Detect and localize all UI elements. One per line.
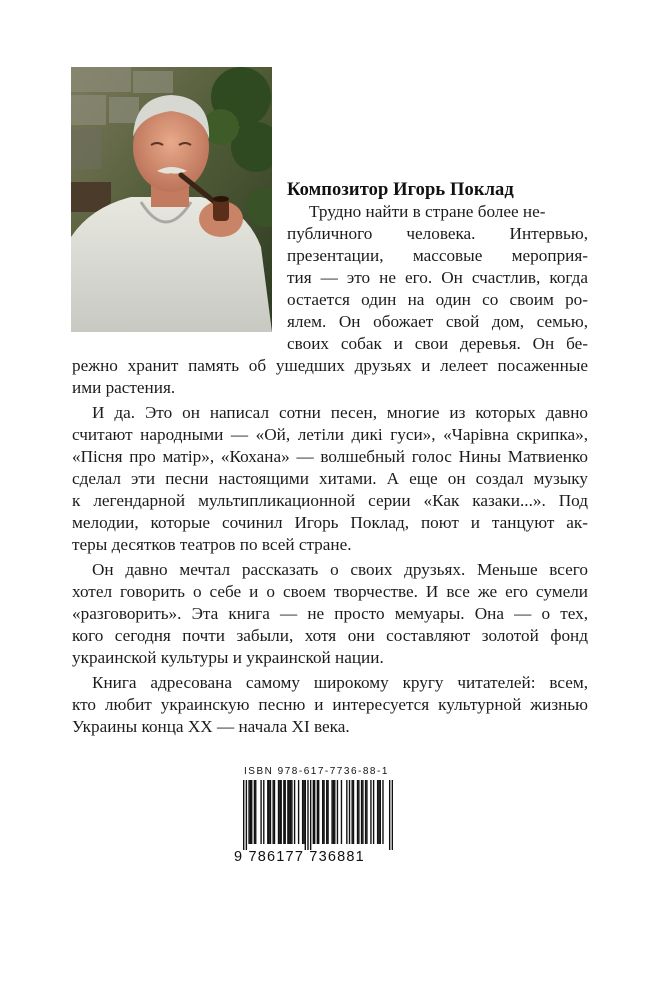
barcode-bar [243, 780, 244, 850]
barcode-bar [334, 780, 335, 844]
text-line: хотел говорить о себе и о своем творчестве. И все же его сумели [72, 582, 588, 601]
text-line: считают народными — «Ой, летіли дикі гуси», «Чарівна скрипка», [72, 425, 588, 444]
barcode-bar [357, 780, 358, 844]
barcode-bar [380, 780, 381, 844]
barcode-bar [351, 780, 352, 844]
barcode-bar [341, 780, 342, 844]
isbn-label: ISBN 978-617-7736-88-1 [244, 765, 389, 777]
barcode-bar [365, 780, 366, 844]
barcode-bar [270, 780, 271, 844]
text-line: «Пісня про матір», «Кохана» — волшебный голос Нины Матвиенко [72, 447, 588, 466]
barcode-bar [373, 780, 374, 844]
barcode-bar [327, 780, 328, 844]
text-line: И да. Это он написал сотни песен, многие из которых давно [92, 403, 588, 422]
barcode-bar [337, 780, 338, 844]
barcode-bar [285, 780, 286, 844]
barcode-bar [326, 780, 327, 844]
barcode-bar [370, 780, 371, 844]
barcode-bar [389, 780, 390, 850]
barcode-bar [263, 780, 264, 844]
barcode-bar [317, 780, 318, 844]
barcode-bar [272, 780, 273, 844]
barcode-bar [353, 780, 354, 844]
text-line: ялем. Он обожает свой дом, семью, [287, 312, 588, 331]
barcode-bar [246, 780, 247, 850]
text-line: «разговорить». Эта книга — не просто мемуары. Она — о тех, [72, 604, 588, 623]
barcode-bar [378, 780, 379, 844]
text-line: украинской культуры и украинской нации. [72, 648, 384, 667]
barcode-bar [278, 780, 279, 844]
barcode-bar [358, 780, 359, 844]
barcode-bar [361, 780, 362, 844]
text-line: тия — это не его. Он счастлив, когда [287, 268, 588, 287]
barcode-bar [248, 780, 249, 844]
barcode-bar [305, 780, 306, 850]
text-line: сделал эти песни настоящими хитами. А еще он создал музыку [72, 469, 588, 488]
barcode-bar [251, 780, 252, 844]
text-line: кто любит украинскую песню и интересуется культурной жизнью [72, 695, 588, 714]
book-title: Композитор Игорь Поклад [287, 180, 514, 200]
author-portrait-photo [71, 67, 272, 332]
barcode-bar [274, 780, 275, 844]
text-line: остается один на один со своим ро- [287, 290, 588, 309]
barcode-bar [362, 780, 363, 844]
barcode-bar [291, 780, 292, 844]
barcode-bar [366, 780, 367, 844]
barcode-bar [268, 780, 269, 844]
barcode-bar [287, 780, 288, 844]
text-line: Он давно мечтал рассказать о своих друзьях. Меньше всего [92, 560, 588, 579]
barcode-bar [279, 780, 280, 844]
barcode-bar [314, 780, 315, 844]
barcode-bar [267, 780, 268, 844]
barcode-bar [331, 780, 332, 844]
text-line: режно хранит память об ушедших друзьях и лелеет посаженные [72, 356, 588, 375]
barcode-bar [392, 780, 393, 850]
text-line: Украины конца XX — начала XI века. [72, 717, 350, 736]
barcode-bar [255, 780, 256, 844]
barcode-bar [307, 780, 308, 850]
barcode-bar [313, 780, 314, 844]
text-line: мелодии, которые сочинил Игорь Поклад, поют и танцуют ак- [72, 513, 588, 532]
barcode-bar [377, 780, 378, 844]
text-line: Трудно найти в стране более не- [309, 202, 546, 221]
barcode-bar [322, 780, 323, 844]
barcode-bar [382, 780, 383, 844]
text-line: к легендарной мультипликационной серии «Как казаки...». Под [72, 491, 588, 510]
barcode-icon [243, 780, 393, 850]
barcode-bar [260, 780, 261, 844]
barcode-bar [333, 780, 334, 844]
text-line: Книга адресована самому широкому кругу читателей: всем, [92, 673, 588, 692]
barcode-bar [310, 780, 311, 850]
barcode-bar [283, 780, 284, 844]
barcode-bar [281, 780, 282, 844]
text-line: публичного человека. Интервью, [287, 224, 588, 243]
barcode-bar [290, 780, 291, 844]
text-line: своих собак и свои деревья. Он бе- [287, 334, 588, 353]
barcode-bar [302, 780, 303, 844]
barcode-bar [303, 780, 304, 844]
barcode-bar [294, 780, 295, 844]
barcode-bar [318, 780, 319, 844]
portrait-photo-icon [71, 67, 272, 332]
text-line: ими растения. [72, 378, 176, 397]
text-line: презентации, массовые мероприя- [287, 246, 588, 265]
barcode-bar [289, 780, 290, 844]
barcode-bar [250, 780, 251, 844]
barcode-bar [346, 780, 347, 844]
barcode-bar [298, 780, 299, 844]
barcode-bar [349, 780, 350, 844]
barcode-digits: 9 786177 736881 [234, 849, 365, 865]
barcode-bar [254, 780, 255, 844]
text-line: кого сегодня почти забыли, хотя они составляют золотой фонд [72, 626, 588, 645]
barcode-bar [323, 780, 324, 844]
text-line: теры десятков театров по всей стране. [72, 535, 352, 554]
